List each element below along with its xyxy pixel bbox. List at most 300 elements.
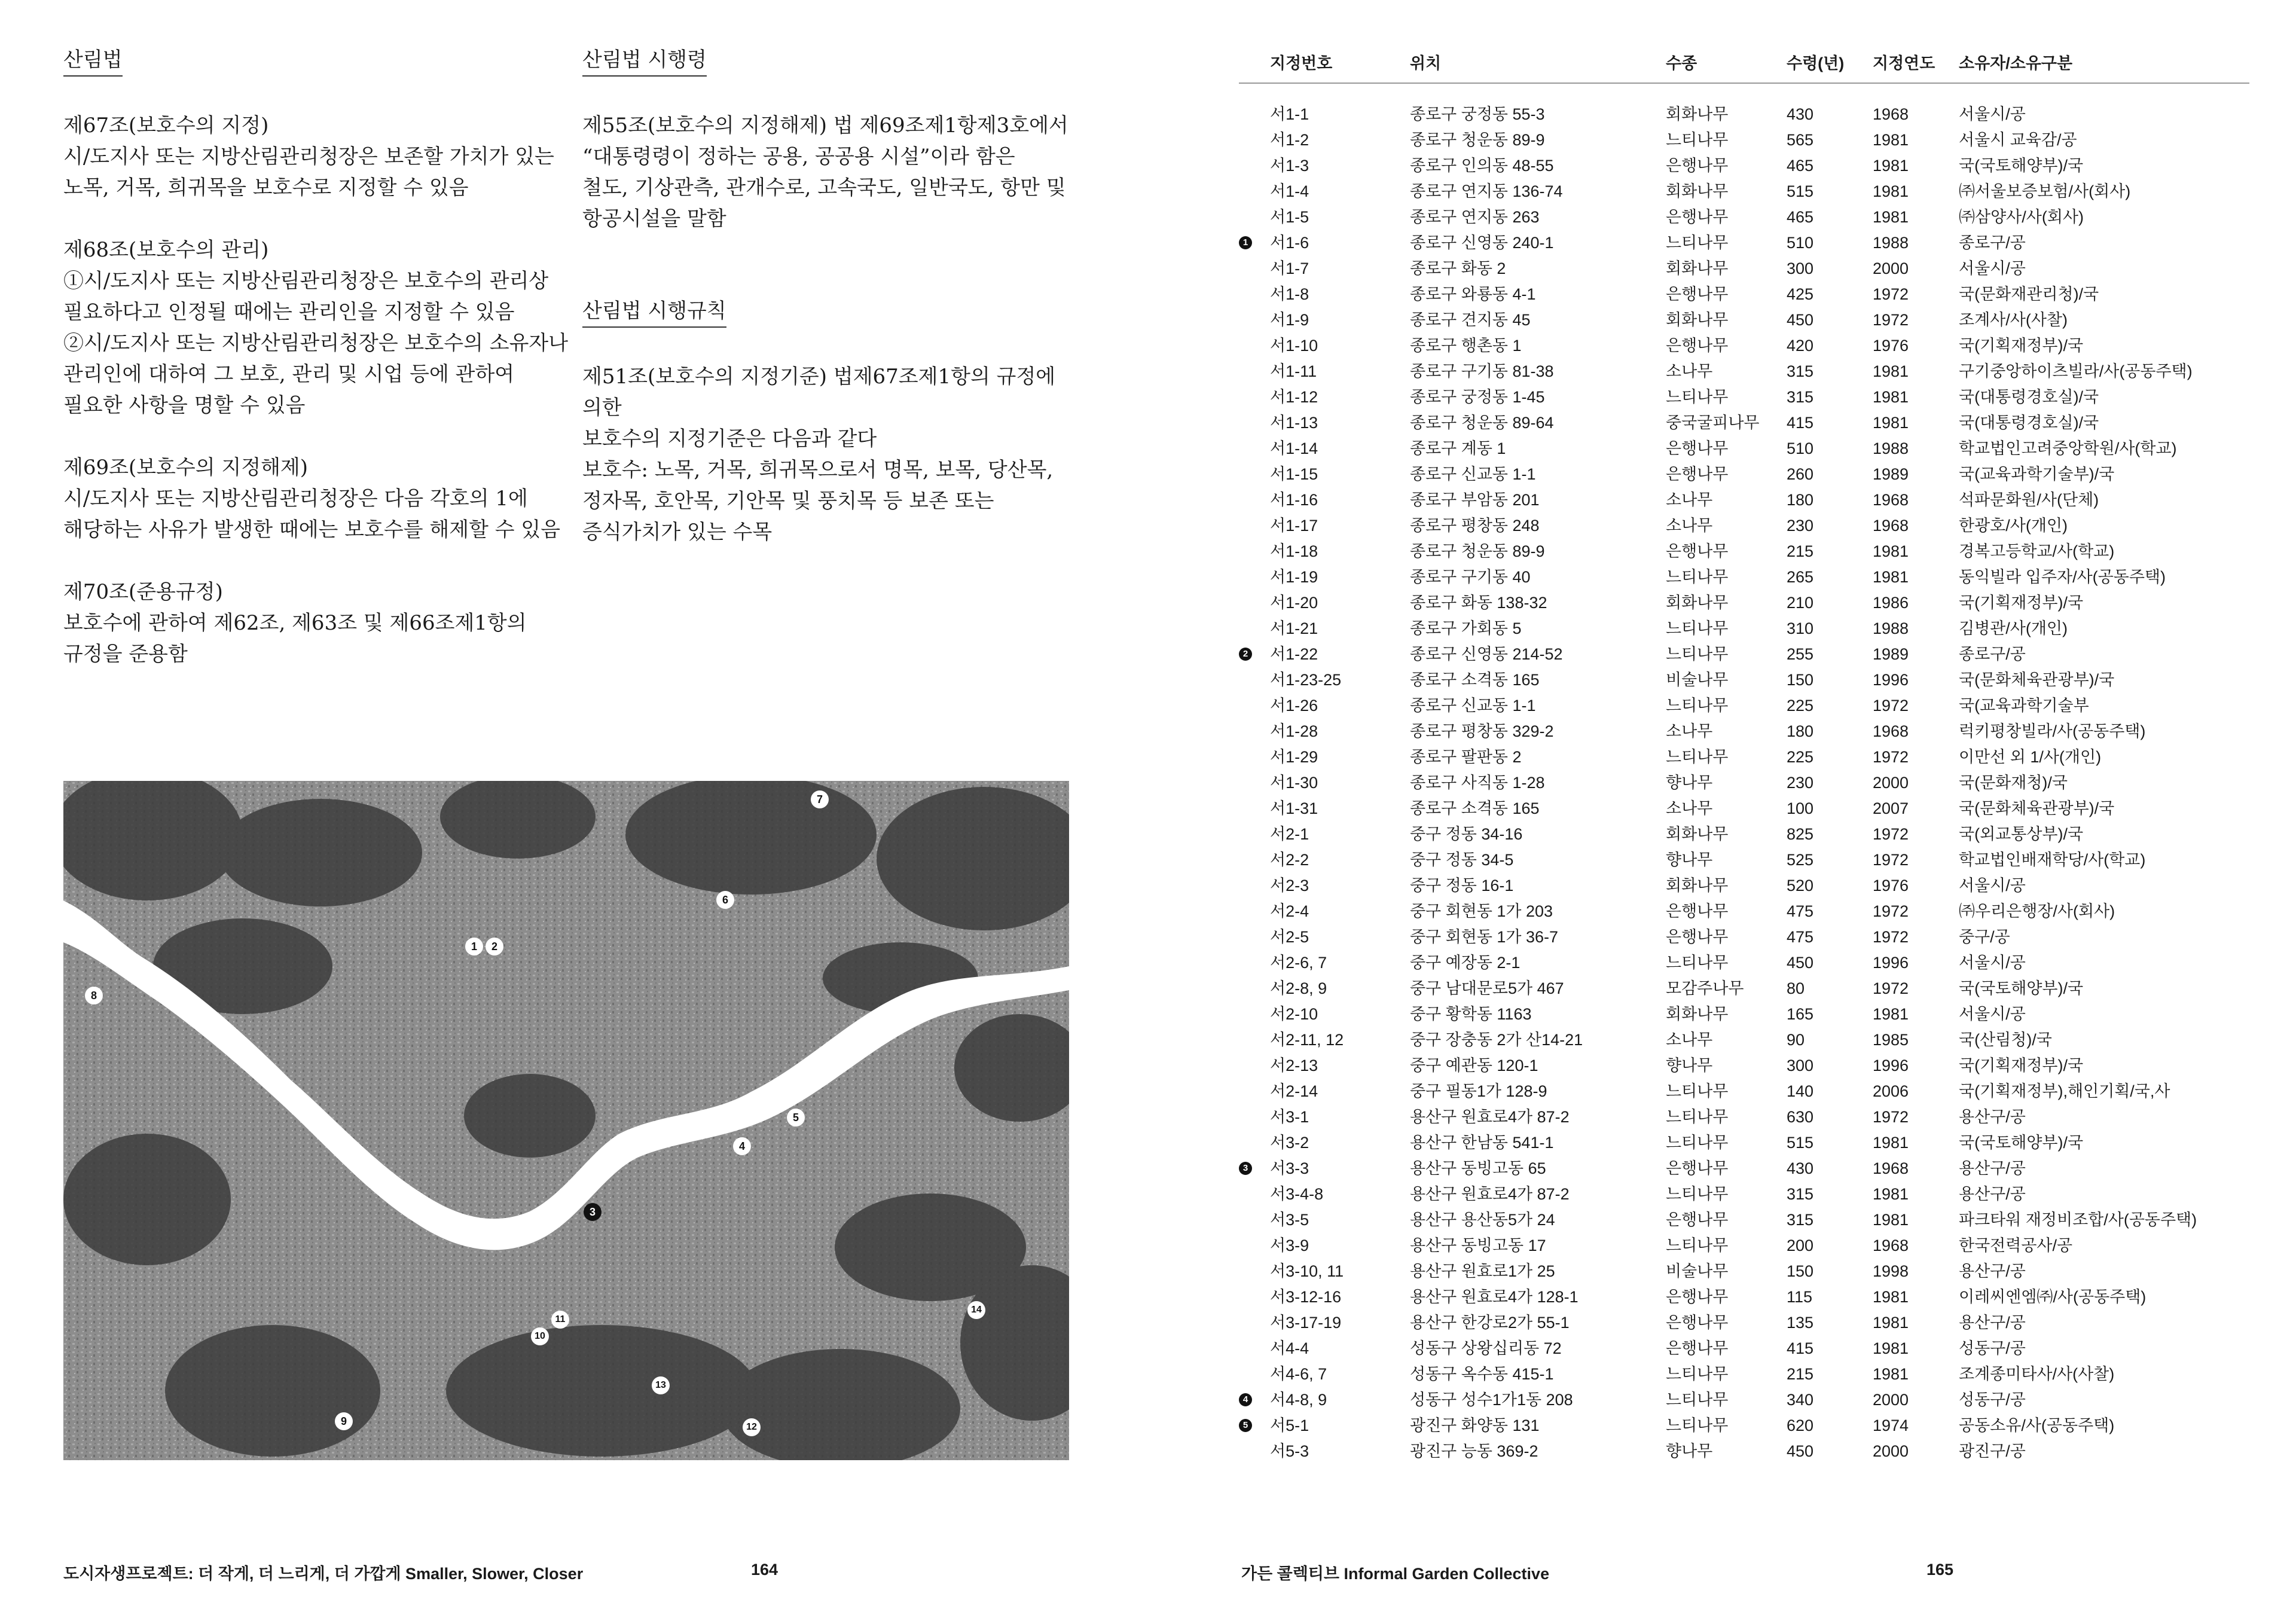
- cell-owner: 국(기획재정부)/국: [1959, 594, 2084, 612]
- cell-age: 225: [1787, 697, 1814, 715]
- cell-species: 소나무: [1666, 517, 1713, 535]
- cell-id: 서3-5: [1270, 1211, 1309, 1229]
- cell-age: 225: [1787, 748, 1814, 766]
- table-row: [1239, 1002, 2249, 1027]
- cell-year: 1981: [1873, 208, 1909, 226]
- cell-location: 종로구 와룡동 4-1: [1410, 285, 1536, 303]
- cell-age: 565: [1787, 131, 1814, 149]
- map-marker: 2: [486, 938, 503, 955]
- cell-owner: 용산구/공: [1959, 1185, 2026, 1203]
- cell-year: 1996: [1873, 671, 1909, 689]
- table-row: [1239, 410, 2249, 436]
- law-article-69: [63, 452, 578, 545]
- cell-species: 은행나무: [1666, 1314, 1729, 1332]
- table-row: [1239, 436, 2249, 462]
- cell-location: 용산구 원효로4가 87-2: [1410, 1185, 1570, 1203]
- cell-location: 중구 남대문로5가 467: [1410, 979, 1564, 997]
- cell-age: 515: [1787, 182, 1814, 200]
- cell-location: 성동구 상왕십리동 72: [1410, 1339, 1562, 1357]
- article-title: 제70조(준용규정): [63, 580, 223, 604]
- cell-year: 1968: [1873, 1159, 1909, 1177]
- cell-age: 450: [1787, 954, 1814, 972]
- header-id: 지정번호: [1270, 54, 1333, 72]
- cell-age: 630: [1787, 1108, 1814, 1126]
- cell-age: 525: [1787, 851, 1814, 869]
- cell-owner: ㈜우리은행장/사(회사): [1959, 902, 2115, 920]
- map-marker: 1: [465, 938, 483, 955]
- cell-id: 서1-2: [1270, 131, 1309, 149]
- cell-id: 서1-1: [1270, 105, 1309, 123]
- cell-id: 서1-12: [1270, 388, 1318, 406]
- map-marker: 4: [733, 1137, 751, 1155]
- table-row: [1239, 1336, 2249, 1361]
- law-article-67: [63, 110, 578, 203]
- cell-location: 종로구 구기동 40: [1410, 568, 1531, 586]
- article-title: 제69조(보호수의 지정해제): [63, 456, 309, 480]
- cell-location: 종로구 팔판동 2: [1410, 748, 1522, 766]
- cell-owner: 국(국토해양부)/국: [1959, 157, 2084, 175]
- map-marker: 7: [811, 790, 829, 808]
- cell-owner: 이레씨엔엠㈜/사(공동주택): [1959, 1288, 2147, 1306]
- table-row: [1239, 153, 2249, 179]
- cell-age: 210: [1787, 594, 1814, 612]
- cell-year: 1972: [1873, 902, 1909, 920]
- map-marker: 6: [716, 891, 734, 909]
- cell-id: 서1-26: [1270, 697, 1318, 715]
- cell-year: 1972: [1873, 311, 1909, 329]
- cell-owner: 용산구/공: [1959, 1108, 2026, 1126]
- cell-year: 1981: [1873, 182, 1909, 200]
- cell-age: 215: [1787, 1365, 1814, 1383]
- table-row: [1239, 282, 2249, 307]
- rules-heading: 산림법 시행규칙: [582, 297, 726, 328]
- table-row: [1239, 487, 2249, 513]
- cell-id: 서3-9: [1270, 1237, 1309, 1254]
- cell-location: 광진구 화양동 131: [1410, 1417, 1540, 1434]
- cell-year: 1996: [1873, 1057, 1909, 1074]
- cell-id: 서3-12-16: [1270, 1288, 1342, 1306]
- cell-location: 종로구 화동 2: [1410, 260, 1506, 277]
- cell-owner: 국(기획재정부)/국: [1959, 1057, 2084, 1074]
- cell-year: 1988: [1873, 439, 1909, 457]
- footer-right-page: 165: [1926, 1561, 1954, 1579]
- cell-id: 서1-7: [1270, 260, 1309, 277]
- table-row: [1239, 873, 2249, 899]
- article-title: 제68조(보호수의 관리): [63, 238, 269, 262]
- cell-species: 소나무: [1666, 1031, 1713, 1049]
- aerial-map-image: [63, 781, 1069, 1460]
- cell-year: 1981: [1873, 414, 1909, 432]
- table-row: [1239, 796, 2249, 822]
- cell-owner: 서울시/공: [1959, 954, 2026, 972]
- cell-owner: 성동구/공: [1959, 1391, 2026, 1409]
- cell-location: 종로구 신영동 214-52: [1410, 645, 1563, 663]
- cell-location: 종로구 신영동 240-1: [1410, 234, 1554, 252]
- cell-id: 서2-1: [1270, 825, 1309, 843]
- cell-year: 2000: [1873, 1391, 1909, 1409]
- cell-owner: 석파문화원/사(단체): [1959, 491, 2099, 509]
- cell-owner: 서울시/공: [1959, 260, 2026, 277]
- cell-year: 1981: [1873, 1365, 1909, 1383]
- cell-age: 230: [1787, 774, 1814, 792]
- cell-species: 회화나무: [1666, 594, 1729, 612]
- table-row: [1239, 359, 2249, 384]
- cell-id: 서2-6, 7: [1270, 954, 1327, 972]
- table-row: [1239, 616, 2249, 642]
- cell-location: 종로구 사직동 1-28: [1410, 774, 1545, 792]
- cell-age: 520: [1787, 877, 1814, 895]
- cell-age: 90: [1787, 1031, 1805, 1049]
- cell-location: 종로구 소격동 165: [1410, 799, 1540, 817]
- cell-location: 중구 정동 34-16: [1410, 825, 1523, 843]
- cell-owner: 한국전력공사/공: [1959, 1237, 2073, 1254]
- cell-year: 1981: [1873, 1211, 1909, 1229]
- cell-id: 서2-14: [1270, 1082, 1318, 1100]
- cell-age: 115: [1787, 1288, 1813, 1306]
- cell-species: 비술나무: [1666, 671, 1729, 689]
- article-text: 시/도지사 또는 지방산림관리청장은 다음 각호의 1에 해당하는 사유가 발생한 때에는 보호수를 해제할 수 있음: [63, 487, 561, 542]
- table-row: [1239, 1310, 2249, 1336]
- cell-species: 은행나무: [1666, 1288, 1729, 1306]
- map-marker: 10: [531, 1327, 549, 1345]
- footer-right-title: 가든 콜렉티브 Informal Garden Collective: [1241, 1565, 1550, 1583]
- cell-location: 용산구 동빙고동 65: [1410, 1159, 1546, 1177]
- map-marker: 5: [787, 1109, 805, 1127]
- cell-location: 중구 회현동 1가 36-7: [1410, 928, 1559, 946]
- cell-location: 용산구 용산동5가 24: [1410, 1211, 1555, 1229]
- cell-year: 1968: [1873, 491, 1909, 509]
- cell-species: 느티나무: [1666, 131, 1729, 149]
- cell-location: 용산구 원효로1가 25: [1410, 1262, 1555, 1280]
- table-row: [1239, 1387, 2249, 1413]
- table-row: [1239, 693, 2249, 719]
- cell-species: 느티나무: [1666, 1391, 1729, 1409]
- cell-species: 은행나무: [1666, 902, 1729, 920]
- cell-owner: 국(문화체육관광부)/국: [1959, 671, 2115, 689]
- cell-age: 825: [1787, 825, 1814, 843]
- cell-year: 1981: [1873, 542, 1909, 560]
- cell-year: 1972: [1873, 979, 1909, 997]
- cell-year: 1981: [1873, 1314, 1909, 1332]
- cell-species: 회화나무: [1666, 182, 1729, 200]
- cell-year: 1972: [1873, 697, 1909, 715]
- cell-year: 1998: [1873, 1262, 1909, 1280]
- cell-age: 150: [1787, 1262, 1814, 1280]
- cell-location: 종로구 청운동 89-9: [1410, 131, 1545, 149]
- cell-age: 180: [1787, 491, 1814, 509]
- footer-left-page: 164: [751, 1561, 778, 1579]
- cell-owner: 국(교육과학기술부: [1959, 697, 2089, 715]
- cell-location: 종로구 궁정동 55-3: [1410, 105, 1545, 123]
- cell-owner: 국(기획재정부)/국: [1959, 337, 2084, 355]
- cell-age: 620: [1787, 1417, 1814, 1434]
- cell-year: 1968: [1873, 105, 1909, 123]
- cell-owner: 구기중앙하이츠빌라/사(공동주택): [1959, 362, 2193, 380]
- cell-species: 회화나무: [1666, 825, 1729, 843]
- cell-species: 중국굴피나무: [1666, 414, 1760, 432]
- table-row: [1239, 744, 2249, 770]
- cell-year: 2007: [1873, 799, 1909, 817]
- cell-species: 느티나무: [1666, 619, 1729, 637]
- cell-location: 중구 정동 34-5: [1410, 851, 1514, 869]
- cell-location: 종로구 구기동 81-38: [1410, 362, 1554, 380]
- cell-species: 은행나무: [1666, 1159, 1729, 1177]
- cell-location: 성동구 옥수동 415-1: [1410, 1365, 1554, 1383]
- cell-id: 서3-1: [1270, 1108, 1309, 1126]
- cell-location: 종로구 청운동 89-9: [1410, 542, 1545, 560]
- table-row: [1239, 256, 2249, 282]
- cell-owner: 조계사/사(사찰): [1959, 311, 2068, 329]
- cell-age: 300: [1787, 1057, 1814, 1074]
- cell-species: 소나무: [1666, 799, 1713, 817]
- article-title: 제67조(보호수의 지정): [63, 114, 269, 138]
- cell-id: 서3-2: [1270, 1134, 1309, 1152]
- cell-age: 230: [1787, 517, 1814, 535]
- cell-year: 2000: [1873, 1442, 1909, 1460]
- cell-species: 소나무: [1666, 722, 1713, 740]
- cell-id: 서1-4: [1270, 182, 1309, 200]
- cell-owner: 광진구/공: [1959, 1442, 2026, 1460]
- header-year: 지정연도: [1873, 54, 1935, 72]
- cell-id: 서1-17: [1270, 517, 1318, 535]
- cell-owner: 한광호/사(개인): [1959, 517, 2068, 535]
- rules-text: 제51조(보호수의 지정기준) 법제67조제1항의 규정에 의한 보호수의 지정기준은 다음과 같다 보호수: 노목, 거목, 희귀목으로서 명목, 보목, 당산목, 정자목, 호안목, 기안목 및 풍치목 등 보존 또는 증식가치가 있는 수목: [582, 365, 1056, 544]
- cell-id: 서1-11: [1270, 362, 1317, 380]
- table-row: [1239, 1079, 2249, 1104]
- law-article-70: [63, 576, 578, 670]
- cell-year: 2000: [1873, 260, 1909, 277]
- cell-species: 느티나무: [1666, 1417, 1729, 1434]
- cell-year: 1976: [1873, 337, 1909, 355]
- cell-species: 느티나무: [1666, 1237, 1729, 1254]
- cell-id: 서1-8: [1270, 285, 1309, 303]
- cell-year: 1972: [1873, 748, 1909, 766]
- table-row: [1239, 1130, 2249, 1156]
- cell-owner: 용산구/공: [1959, 1159, 2026, 1177]
- cell-species: 회화나무: [1666, 260, 1729, 277]
- cell-age: 430: [1787, 105, 1814, 123]
- cell-owner: 국(교육과학기술부)/국: [1959, 465, 2115, 483]
- cell-species: 느티나무: [1666, 1082, 1729, 1100]
- cell-id: 서1-30: [1270, 774, 1318, 792]
- cell-year: 1972: [1873, 928, 1909, 946]
- cell-year: 1981: [1873, 157, 1909, 175]
- cell-age: 430: [1787, 1159, 1814, 1177]
- cell-species: 회화나무: [1666, 1005, 1729, 1023]
- cell-species: 느티나무: [1666, 1134, 1729, 1152]
- cell-age: 315: [1787, 388, 1814, 406]
- cell-species: 소나무: [1666, 362, 1713, 380]
- cell-location: 종로구 견지동 45: [1410, 311, 1531, 329]
- cell-year: 1981: [1873, 1185, 1909, 1203]
- row-map-marker: 1: [1239, 236, 1252, 249]
- cell-location: 중구 정동 16-1: [1410, 877, 1514, 895]
- cell-id: 서1-22: [1270, 645, 1318, 663]
- cell-location: 종로구 평창동 329-2: [1410, 722, 1554, 740]
- cell-location: 용산구 한강로2가 55-1: [1410, 1314, 1570, 1332]
- cell-owner: 럭키평창빌라/사(공동주택): [1959, 722, 2146, 740]
- cell-id: 서1-9: [1270, 311, 1309, 329]
- cell-species: 은행나무: [1666, 465, 1729, 483]
- cell-age: 200: [1787, 1237, 1814, 1254]
- table-row: [1239, 667, 2249, 693]
- cell-species: 향나무: [1666, 851, 1713, 869]
- cell-age: 100: [1787, 799, 1814, 817]
- cell-id: 서1-28: [1270, 722, 1318, 740]
- cell-owner: 성동구/공: [1959, 1339, 2026, 1357]
- cell-age: 450: [1787, 311, 1814, 329]
- cell-age: 510: [1787, 439, 1814, 457]
- cell-id: 서2-2: [1270, 851, 1309, 869]
- cell-owner: ㈜삼양사/사(회사): [1959, 208, 2084, 226]
- cell-owner: 종로구/공: [1959, 645, 2026, 663]
- cell-owner: 동익빌라 입주자/사(공동주택): [1959, 568, 2166, 586]
- cell-owner: 국(외교통상부)/국: [1959, 825, 2084, 843]
- map-marker: 13: [652, 1376, 670, 1394]
- cell-species: 느티나무: [1666, 568, 1729, 586]
- cell-year: 1981: [1873, 362, 1909, 380]
- cell-year: 1968: [1873, 517, 1909, 535]
- map-marker: 14: [967, 1301, 985, 1319]
- cell-species: 은행나무: [1666, 1339, 1729, 1357]
- law-article-68: [63, 234, 578, 421]
- cell-species: 느티나무: [1666, 954, 1729, 972]
- cell-year: 1972: [1873, 285, 1909, 303]
- cell-age: 300: [1787, 260, 1814, 277]
- header-species: 수종: [1666, 54, 1697, 72]
- cell-year: 1981: [1873, 1005, 1909, 1023]
- cell-age: 165: [1787, 1005, 1814, 1023]
- cell-location: 종로구 계동 1: [1410, 439, 1506, 457]
- cell-id: 서3-4-8: [1270, 1185, 1324, 1203]
- cell-year: 1974: [1873, 1417, 1909, 1434]
- table-row: [1239, 230, 2249, 256]
- table-row: [1239, 642, 2249, 667]
- cell-owner: 국(국토해양부)/국: [1959, 979, 2084, 997]
- cell-id: 서5-3: [1270, 1442, 1309, 1460]
- table-row: [1239, 590, 2249, 616]
- map-marker: 9: [335, 1412, 353, 1430]
- cell-location: 중구 필동1가 128-9: [1410, 1082, 1547, 1100]
- cell-age: 135: [1787, 1314, 1814, 1332]
- cell-species: 소나무: [1666, 491, 1713, 509]
- table-row: [1239, 847, 2249, 873]
- cell-year: 1972: [1873, 825, 1909, 843]
- cell-year: 1972: [1873, 851, 1909, 869]
- cell-species: 향나무: [1666, 1057, 1713, 1074]
- cell-owner: 김병관/사(개인): [1959, 619, 2068, 637]
- cell-id: 서1-16: [1270, 491, 1318, 509]
- table-row: [1239, 950, 2249, 976]
- cell-owner: 국(문화체육관광부)/국: [1959, 799, 2115, 817]
- cell-owner: 국(산림청)/국: [1959, 1031, 2052, 1049]
- cell-owner: 국(국토해양부)/국: [1959, 1134, 2084, 1152]
- cell-location: 종로구 연지동 263: [1410, 208, 1540, 226]
- cell-owner: 서울시/공: [1959, 877, 2026, 895]
- protected-trees-table: [1239, 47, 2249, 1464]
- cell-location: 중구 황학동 1163: [1410, 1005, 1532, 1023]
- law-column: [63, 45, 578, 670]
- cell-year: 1981: [1873, 1134, 1909, 1152]
- cell-owner: 서울시 교육감/공: [1959, 131, 2077, 149]
- cell-owner: 경복고등학교/사(학교): [1959, 542, 2115, 560]
- table-row: [1239, 1207, 2249, 1233]
- cell-owner: ㈜서울보증보험/사(회사): [1959, 182, 2131, 200]
- cell-location: 중구 예관동 120-1: [1410, 1057, 1538, 1074]
- cell-id: 서5-1: [1270, 1417, 1309, 1434]
- cell-species: 은행나무: [1666, 337, 1729, 355]
- map-marker: 8: [85, 987, 103, 1005]
- decree-column: [582, 45, 1073, 548]
- cell-location: 용산구 동빙고동 17: [1410, 1237, 1546, 1254]
- table-row: [1239, 1361, 2249, 1387]
- cell-species: 은행나무: [1666, 542, 1729, 560]
- table-row: [1239, 179, 2249, 204]
- cell-id: 서3-10, 11: [1270, 1262, 1344, 1280]
- cell-id: 서1-14: [1270, 439, 1318, 457]
- row-map-marker: 2: [1239, 648, 1252, 661]
- cell-age: 510: [1787, 234, 1814, 252]
- article-text: 시/도지사 또는 지방산림관리청장은 보존할 가치가 있는 노목, 거목, 희귀목을 보호수로 지정할 수 있음: [63, 145, 554, 200]
- cell-owner: 학교법인고려중앙학원/사(학교): [1959, 439, 2177, 457]
- cell-location: 용산구 원효로4가 128-1: [1410, 1288, 1578, 1306]
- cell-age: 310: [1787, 619, 1814, 637]
- map-marker: 11: [551, 1311, 569, 1329]
- cell-location: 용산구 원효로4가 87-2: [1410, 1108, 1570, 1126]
- cell-id: 서2-8, 9: [1270, 979, 1327, 997]
- cell-location: 종로구 소격동 165: [1410, 671, 1540, 689]
- cell-id: 서1-31: [1270, 799, 1318, 817]
- table-row: [1239, 384, 2249, 410]
- cell-owner: 서울시/공: [1959, 1005, 2026, 1023]
- cell-id: 서2-10: [1270, 1005, 1318, 1023]
- cell-id: 서1-13: [1270, 414, 1318, 432]
- decree-text: 제55조(보호수의 지정해제) 법 제69조제1항제3호에서 “대통령령이 정하는 공용, 공공용 시설”이라 함은 철도, 기상관측, 관개수로, 고속국도, 일반국도, 항만 및 항공시설을 말함: [582, 114, 1068, 231]
- cell-age: 315: [1787, 362, 1814, 380]
- cell-id: 서1-23-25: [1270, 671, 1342, 689]
- cell-location: 종로구 화동 138-32: [1410, 594, 1547, 612]
- cell-id: 서1-6: [1270, 234, 1309, 252]
- cell-age: 215: [1787, 542, 1814, 560]
- cell-id: 서1-3: [1270, 157, 1309, 175]
- cell-species: 향나무: [1666, 1442, 1713, 1460]
- cell-age: 265: [1787, 568, 1814, 586]
- cell-owner: 학교법인배재학당/사(학교): [1959, 851, 2146, 869]
- cell-year: 1996: [1873, 954, 1909, 972]
- cell-age: 315: [1787, 1185, 1814, 1203]
- cell-owner: 국(대통령경호실)/국: [1959, 414, 2099, 432]
- cell-id: 서1-19: [1270, 568, 1318, 586]
- cell-year: 1981: [1873, 388, 1909, 406]
- cell-id: 서3-3: [1270, 1159, 1309, 1177]
- cell-location: 종로구 연지동 136-74: [1410, 182, 1563, 200]
- cell-id: 서1-29: [1270, 748, 1318, 766]
- table-row: [1239, 924, 2249, 950]
- table-row: [1239, 1284, 2249, 1310]
- cell-year: 1989: [1873, 645, 1909, 663]
- cell-year: 1989: [1873, 465, 1909, 483]
- article-text: 보호수에 관하여 제62조, 제63조 및 제66조제1항의 규정을 준용함: [63, 611, 527, 666]
- table-row: [1239, 564, 2249, 590]
- header-owner: 소유자/소유구분: [1959, 54, 2073, 72]
- cell-age: 450: [1787, 1442, 1814, 1460]
- law-heading: 산림법: [63, 45, 123, 77]
- cell-age: 80: [1787, 979, 1805, 997]
- table-row: [1239, 976, 2249, 1002]
- cell-id: 서1-21: [1270, 619, 1318, 637]
- cell-id: 서1-5: [1270, 208, 1309, 226]
- table-row: [1239, 899, 2249, 924]
